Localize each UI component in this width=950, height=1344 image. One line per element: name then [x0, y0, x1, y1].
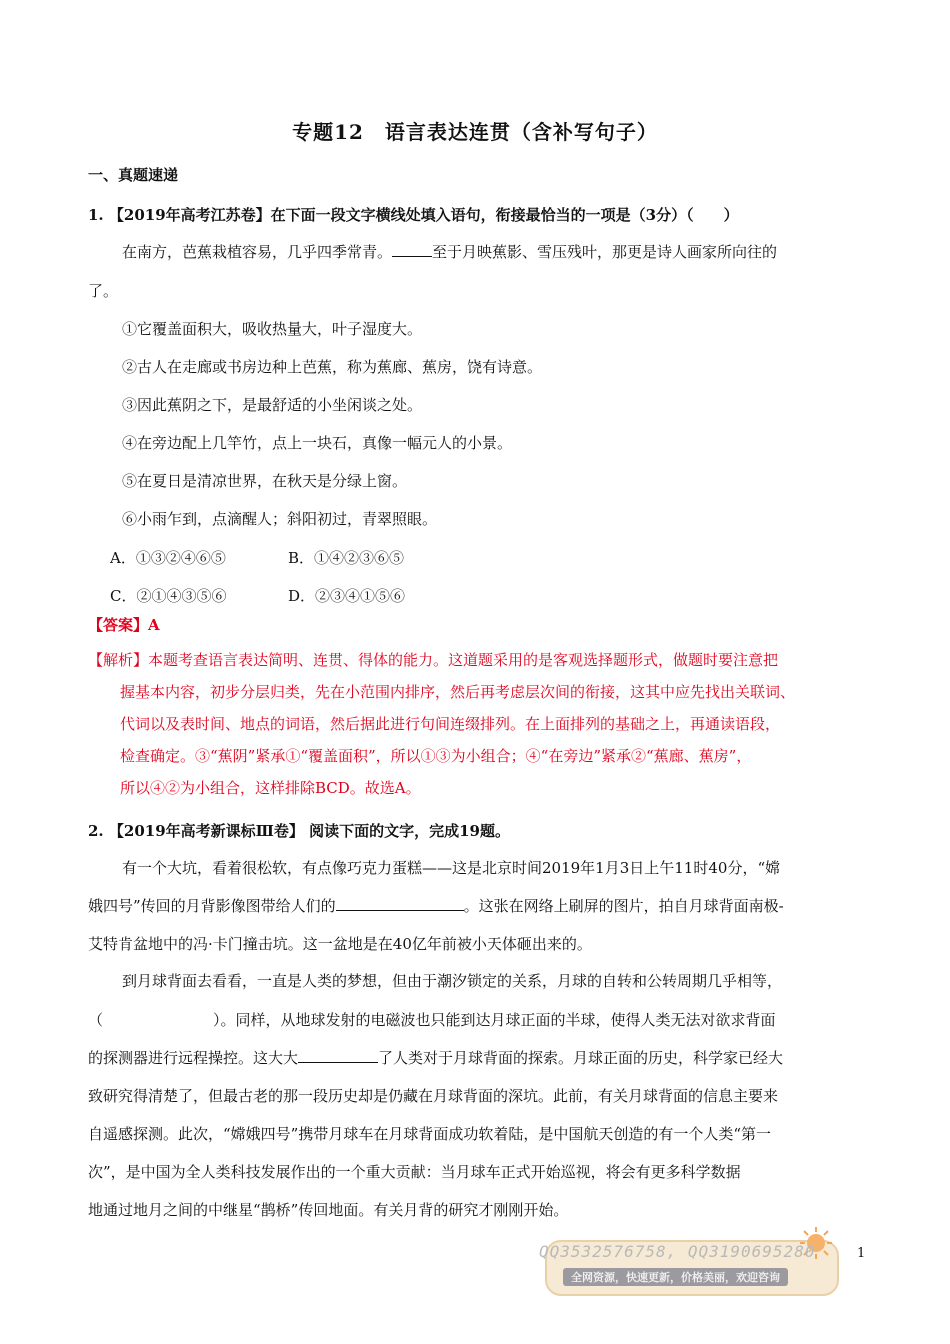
q2-line-4: 到月球背面去看看，一直是人类的梦想，但由于潮汐锁定的关系，月球的自转和公转周期几乎相等，: [122, 972, 783, 990]
q1-passage-part-a: 在南方，芭蕉栽植容易，几乎四季常青。: [122, 243, 393, 261]
q2-line-8: 自遥感探测。此次，“嫦娥四号”携带月球车在月球背面成功软着陆，是中国航天创造的有一个人类“第一: [88, 1125, 772, 1143]
q2-line-10: 地通过地月之间的中继星“鹊桥”传回地面。有关月背的研究才刚刚开始。: [88, 1201, 569, 1219]
q1-item-3: ③因此蕉阴之下，是最舒适的小坐闲谈之处。: [122, 396, 423, 414]
question-1-header: 1. 【2019年高考江苏卷】在下面一段文字横线处填入语句，衔接最恰当的一项是（3分）（ ）: [88, 206, 739, 224]
q1-option-a: A．①③②④⑥⑤: [110, 549, 226, 567]
q1-analysis-line-3: 代词以及表时间、地点的词语，然后据此进行句间连缀排列。在上面排列的基础之上，再通读语段，: [120, 715, 781, 733]
q2-line-2: [88, 896, 784, 916]
q1-item-2: ②古人在走廊或书房边种上芭蕉，称为蕉廊、蕉房，饶有诗意。: [122, 358, 543, 376]
blank-line: [336, 896, 464, 911]
q1-passage-line-1: [122, 242, 777, 262]
q1-item-4: ④在旁边配上几竿竹，点上一块石，真像一幅元人的小景。: [122, 434, 513, 452]
q1-analysis-line-1: 【解析】本题考查语言表达简明、连贯、得体的能力。这道题采用的是客观选择题形式，做题时要注意把: [88, 651, 779, 669]
q2-line-1: 有一个大坑，看着很松软，有点像巧克力蛋糕——这是北京时间2019年1月3日上午11时40分，“嫦: [122, 859, 781, 877]
q2-line-5: [88, 1010, 776, 1030]
stamp-qq-text: QQ3532576758, QQ3190695280: [539, 1242, 816, 1261]
q2-line-9: 次”，是中国为全人类科技发展作出的一个重大贡献：当月球车正式开始巡视，将会有更多科学数据: [88, 1163, 741, 1181]
q1-answer: 【答案】A: [88, 616, 160, 634]
q1-option-b: B．①④②③⑥⑤: [288, 549, 405, 567]
q1-passage-part-b: 至于月映蕉影、雪压残叶，那更是诗人画家所向往的: [432, 243, 778, 261]
q2-line-6-part-a: 的探测器进行远程操控。这大大: [88, 1049, 299, 1067]
q2-paren-open: （: [88, 1011, 104, 1029]
q1-item-6: ⑥小雨乍到，点滴醒人；斜阳初过，青翠照眼。: [122, 510, 438, 528]
q2-line-2-part-a: 娥四号”传回的月背影像图带给人们的: [88, 897, 336, 915]
q2-line-6-part-b: 了人类对于月球背面的探索。月球正面的历史，科学家已经大: [378, 1049, 784, 1067]
q2-line-6: [88, 1048, 783, 1068]
q1-option-d: D．②③④①⑤⑥: [288, 587, 406, 605]
stamp-subtitle: 全网资源，快速更新，价格美丽，欢迎咨询: [563, 1268, 788, 1286]
q1-option-c: C．②①④③⑤⑥: [110, 587, 227, 605]
q1-item-1: ①它覆盖面积大，吸收热量大，叶子湿度大。: [122, 320, 423, 338]
q1-item-5: ⑤在夏日是清凉世界，在秋天是分绿上窗。: [122, 472, 408, 490]
q1-passage-line-2: 了。: [88, 282, 119, 300]
section-heading: 一、真题速递: [88, 166, 179, 184]
q2-line-5-rest: ）。同样，从地球发射的电磁波也只能到达月球正面的半球，使得人类无法对欲求背面: [213, 1011, 776, 1029]
q2-line-7: 致研究得清楚了，但最古老的那一段历史却是仍藏在月球背面的深坑。此前，有关月球背面的信息主要来: [88, 1087, 779, 1105]
q2-line-2-part-b: 。这张在网络上刷屏的图片，拍自月球背面南极-: [463, 897, 784, 915]
blank-line: [298, 1048, 378, 1063]
q1-analysis-line-2: 握基本内容，初步分层归类，先在小范围内排序，然后再考虑层次间的衔接，这其中应先找出关联词、: [120, 683, 796, 701]
page-title: 专题12 语言表达连贯（含补写句子）: [292, 120, 658, 144]
question-2-header: 2. 【2019年高考新课标Ⅲ卷】 阅读下面的文字，完成19题。: [88, 822, 510, 840]
blank-line: [392, 242, 432, 257]
q1-analysis-line-5: 所以④②为小组合，这样排除BCD。故选A。: [120, 779, 421, 797]
q2-line-3: 艾特肯盆地中的冯·卡门撞击坑。这一盆地是在40亿年前被小天体砸出来的。: [88, 935, 592, 953]
watermark-stamp: [535, 1226, 855, 1294]
page-number: 1: [857, 1246, 866, 1261]
q1-analysis-line-4: 检查确定。③“蕉阴”紧承①“覆盖面积”，所以①③为小组合；④“在旁边”紧承②“蕉廊、蕉房”，: [120, 747, 752, 765]
